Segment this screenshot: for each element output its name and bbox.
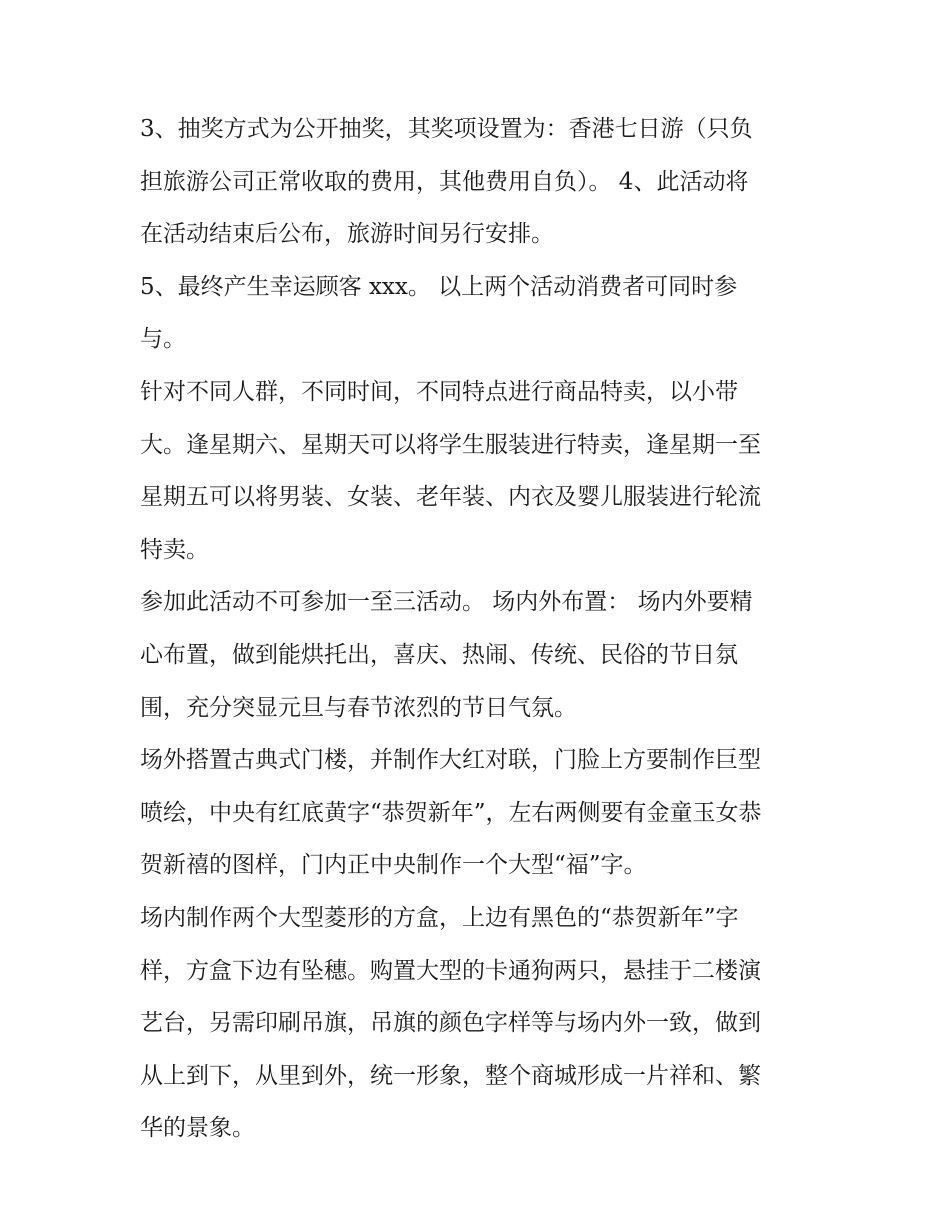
text-line: 在活动结束后公布，旅游时间另行安排。 — [140, 221, 554, 248]
text-line: 针对不同人群，不同时间，不同特点进行商品特卖，以小带 — [140, 378, 738, 405]
text-line: 场内制作两个大型菱形的方盒，上边有黑色的“恭贺新年”字 — [140, 904, 739, 931]
document-body — [140, 103, 820, 1155]
text-line: 从上到下，从里到外，统一形象，整个商城形成一片祥和、繁 — [140, 1062, 761, 1089]
text-line: 华的景象。 — [140, 1115, 255, 1142]
text-line: 围，充分突显元旦与春节浓烈的节日气氛。 — [140, 694, 577, 721]
text-line: 喷绘，中央有红底黄字“恭贺新年”，左右两侧要有金童玉女恭 — [140, 799, 762, 826]
text-line: 担旅游公司正常收取的费用，其他费用自负）。 4、此活动将 — [140, 168, 749, 195]
text-line: 3、抽奖方式为公开抽奖，其奖项设置为：香港七日游（只负 — [140, 116, 753, 142]
text-line: 场外搭置古典式门楼，并制作大红对联，门脸上方要制作巨型 — [140, 747, 761, 774]
text-line: 星期五可以将男装、女装、老年装、内衣及婴儿服装进行轮流 — [140, 484, 761, 511]
text-line: 贺新禧的图样，门内正中央制作一个大型“福”字。 — [140, 852, 647, 879]
text-line: 大。逢星期六、星期天可以将学生服装进行特卖，逢星期一至 — [140, 431, 761, 458]
text-line: 与。 — [140, 326, 186, 353]
text-line: 心布置，做到能烘托出，喜庆、热闹、传统、民俗的节日氛 — [140, 641, 738, 668]
text-line: 参加此活动不可参加一至三活动。 场内外布置： 场内外要精 — [140, 589, 753, 616]
text-line: 样，方盒下边有坠穗。购置大型的卡通狗两只，悬挂于二楼演 — [140, 957, 761, 984]
text-line: 特卖。 — [140, 536, 209, 563]
text-line: 艺台，另需印刷吊旗，吊旗的颜色字样等与场内外一致，做到 — [140, 1010, 761, 1037]
text-line: 5、最终产生幸运顾客 xxx。 以上两个活动消费者可同时参 — [140, 273, 738, 300]
